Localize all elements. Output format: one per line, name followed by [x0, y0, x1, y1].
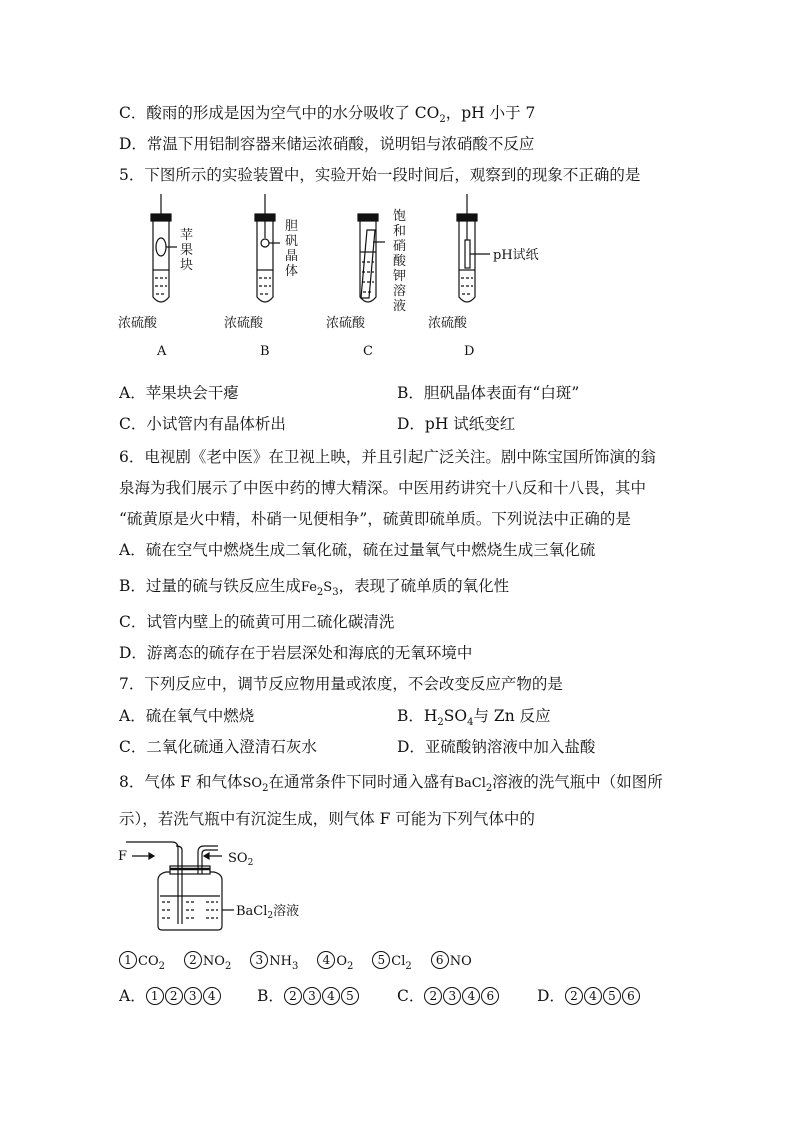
label-f: F — [118, 849, 128, 864]
letter-a: A — [157, 344, 167, 359]
label-c-1: 饱 — [393, 209, 407, 224]
circle-num: 4 — [317, 951, 335, 969]
q5-option-d: D．pH 试纸变红 — [397, 415, 516, 433]
label-d: pH试纸 — [493, 248, 539, 263]
label-c-2: 和 — [393, 224, 407, 239]
q5-stem: 5．下图所示的实验装置中，实验开始一段时间后，观察到的现象不正确的是 — [119, 166, 641, 184]
label-c-3: 硝 — [393, 239, 407, 254]
letter-d: D — [464, 344, 475, 359]
label-a-2: 果 — [180, 243, 194, 258]
q7-option-b: B．$H_2SO_4$与 Zn 反应 — [397, 707, 551, 729]
acid-a: 浓硫酸 — [118, 316, 158, 331]
tube-c — [358, 214, 385, 302]
acid-b: 浓硫酸 — [224, 316, 264, 331]
q6-line-3: “硫黄原是火中精，朴硝一见便相争”，硫黄即硫单质。下列说法中正确的是 — [119, 510, 631, 528]
label-c-4: 酸 — [393, 254, 407, 269]
label-b-1: 胆 — [285, 219, 299, 234]
tube-b — [255, 194, 280, 302]
acid-d: 浓硫酸 — [428, 316, 468, 331]
q6-option-b: B．过量的硫与铁反应生成$Fe_2S_3$，表现了硫单质的氧化性 — [119, 577, 510, 599]
q8-line-2: 示），若洗气瓶中有沉淀生成，则气体 F 可能为下列气体中的 — [119, 810, 535, 828]
label-so2: $SO_2$ — [228, 851, 254, 868]
q5-figure — [115, 192, 539, 367]
label-c-6: 溶 — [393, 284, 407, 299]
q8-line-1: 8．气体 F 和气体$SO_2$在通常条件下同时通入盛有BaCl$_2$溶液的洗气瓶中（如图所 — [119, 773, 663, 795]
tube-d — [457, 194, 490, 302]
acid-c: 浓硫酸 — [326, 316, 366, 331]
answer-d: D． 2 4 5 6 — [537, 987, 641, 1005]
label-b-4: 体 — [285, 264, 299, 279]
circle-num: 6 — [431, 951, 449, 969]
letter-b: B — [260, 344, 270, 359]
q8-answers — [119, 986, 641, 1006]
answer-b: B． 2 3 4 5 — [257, 986, 397, 1006]
q8-gas-list: 1 $CO_2$ 2 $NO_2$ 3 $NH_3$ 4 $O_2$ 5 $Cl_2$ 6 NO — [119, 950, 486, 977]
q5-option-b: B．胆矾晶体表面有“白斑” — [397, 384, 580, 402]
circle-num: 1 — [119, 951, 137, 969]
answer-a: A． 1 2 3 4 — [119, 986, 257, 1006]
q4-option-c: C．酸雨的形成是因为空气中的水分吸收了 $CO_2$，pH 小于 7 — [119, 104, 536, 126]
label-c-7: 液 — [393, 299, 407, 314]
q6-line-2: 泉海为我们展示了中医中药的博大精深。中医用药讲究十八反和十八畏，其中 — [119, 479, 647, 497]
q6-option-d: D．游离态的硫存在于岩层深处和海底的无氧环境中 — [119, 644, 473, 662]
q8-figure — [118, 838, 300, 934]
label-bacl2: BaCl$_2$溶液 — [236, 904, 300, 921]
circle-num: 3 — [250, 951, 268, 969]
q5-option-c: C．小试管内有晶体析出 — [119, 415, 286, 433]
q6-option-c: C．试管内壁上的硫黄可用二硫化碳清洗 — [119, 613, 395, 631]
tube-a — [151, 194, 177, 302]
q5-option-a: A．苹果块会干瘪 — [119, 384, 239, 402]
q7-stem: 7．下列反应中，调节反应物用量或浓度，不会改变反应产物的是 — [119, 675, 563, 693]
q6-option-a: A．硫在空气中燃烧生成二氧化硫，硫在过量氧气中燃烧生成三氧化硫 — [119, 541, 596, 559]
circle-num: 2 — [184, 951, 202, 969]
letter-c: C — [363, 344, 373, 359]
label-a-3: 块 — [180, 258, 194, 273]
label-b-2: 矾 — [285, 234, 299, 249]
q7-option-c: C．二氧化硫通入澄清石灰水 — [119, 738, 317, 756]
q7-option-a: A．硫在氧气中燃烧 — [119, 707, 255, 725]
label-b-3: 晶 — [285, 249, 299, 264]
answer-c: C． 2 3 4 6 — [397, 986, 537, 1006]
label-a-1: 苹 — [180, 228, 194, 243]
label-c-5: 钾 — [393, 269, 407, 284]
q7-option-d: D．亚硫酸钠溶液中加入盐酸 — [397, 738, 596, 756]
q6-line-1: 6．电视剧《老中医》在卫视上映，并且引起广泛关注。剧中陈宝国所饰演的翁 — [119, 448, 656, 466]
q4-option-d: D．常温下用铝制容器来储运浓硝酸，说明铝与浓硝酸不反应 — [119, 135, 535, 153]
circle-num: 5 — [372, 951, 390, 969]
